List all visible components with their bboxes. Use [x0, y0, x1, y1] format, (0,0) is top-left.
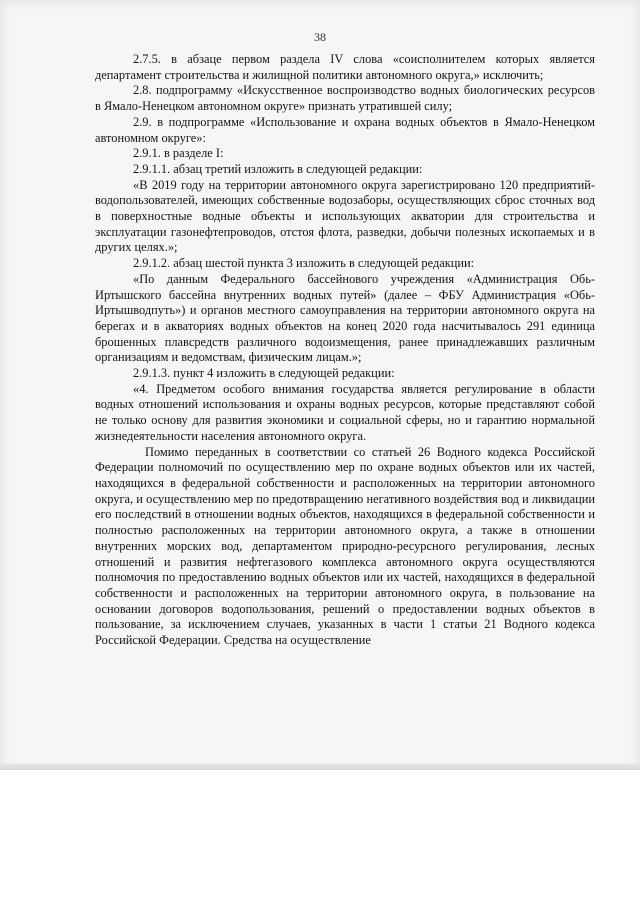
paragraph-quote-fbu: «По данным Федерального бассейнового учреждения «Администрация Обь-Иртышского бассейна внутренних водных путей» (далее – ФБУ Администрация «Обь-Иртышводпуть») и органов местного самоуправления на территории автономного округа на берегах и в акваториях водных объектов на конец 2020 года насчитывалось 291 единица брошенных плавсредств различного водоизмещения, ранее принадлежавших различным организациям и ведомствам, физическим лицам.»;: [95, 271, 595, 365]
paragraph-2-9-1-2: 2.9.1.2. абзац шестой пункта 3 изложить в следующей редакции:: [133, 256, 475, 271]
paragraph-2-8: 2.8. подпрограмму «Искусственное воспроизводство водных биологических ресурсов в Ямало-Ненецком автономном округе» признать утратившей силу;: [95, 83, 595, 114]
paragraph-quote-2019: «В 2019 году на территории автономного округа зарегистрировано 120 предприятий-водопользователей, имеющих собственные водозаборы, осуществляющих сброс сточных вод в поверхностные водные объекты и использующих акватории для строительства и эксплуатации газонефтепроводов, отстоя флота, разведки, добычи полезных ископаемых и в других целях.»;: [95, 177, 595, 255]
paragraph-powers: Помимо переданных в соответствии со статьей 26 Водного кодекса Российской Федерации полномочий по осуществлению мер по охране водных объектов или их частей, находящихся в федеральной собственности и расположенных на территории автономного округа, и осуществлению мер по предотвращению негативного воздействия вод и ликвидации его последствий в отношении водных объектов, находящихся в федеральной собственности и полностью расположенных на территории автономного округа, а также в отношении внутренних морских вод, департаментом природно-ресурсного регулирования, лесных отношений и развития нефтегазового комплекса автономного округа осуществляются полномочия по предоставлению водных объектов или их частей, находящихся в федеральной собственности и расположенных на территории автономного округа, в пользование на основании договоров водопользования, решений о предоставлении водных объектов в пользование, за исключением случаев, указанных в части 1 статьи 21 Водного кодекса Российской Федерации. Средства на осуществление: [95, 444, 595, 648]
paragraph-quote-item-4: «4. Предметом особого внимания государства является регулирование в области водных отношений использования и охраны водных ресурсов, которые представляют собой не только основу для развития экономики и социальной сферы, но и гарантию нормальной жизнедеятельности населения автономного округа.: [95, 381, 595, 443]
paragraph-2-7-5: 2.7.5. в абзаце первом раздела IV слова «соисполнителем которых является департамент строительства и жилищной политики автономного округа,» исключить;: [95, 52, 595, 82]
paragraph-2-9-1: 2.9.1. в разделе I:: [133, 146, 224, 161]
document-body: [95, 52, 595, 649]
paragraph-2-9: 2.9. в подпрограмме «Использование и охрана водных объектов в Ямало-Ненецком автономном округе»:: [95, 114, 595, 145]
paragraph-2-9-1-3: 2.9.1.3. пункт 4 изложить в следующей редакции:: [133, 366, 395, 381]
page-number: 38: [314, 30, 326, 44]
paragraph-2-9-1-1: 2.9.1.1. абзац третий изложить в следующей редакции:: [133, 161, 423, 176]
